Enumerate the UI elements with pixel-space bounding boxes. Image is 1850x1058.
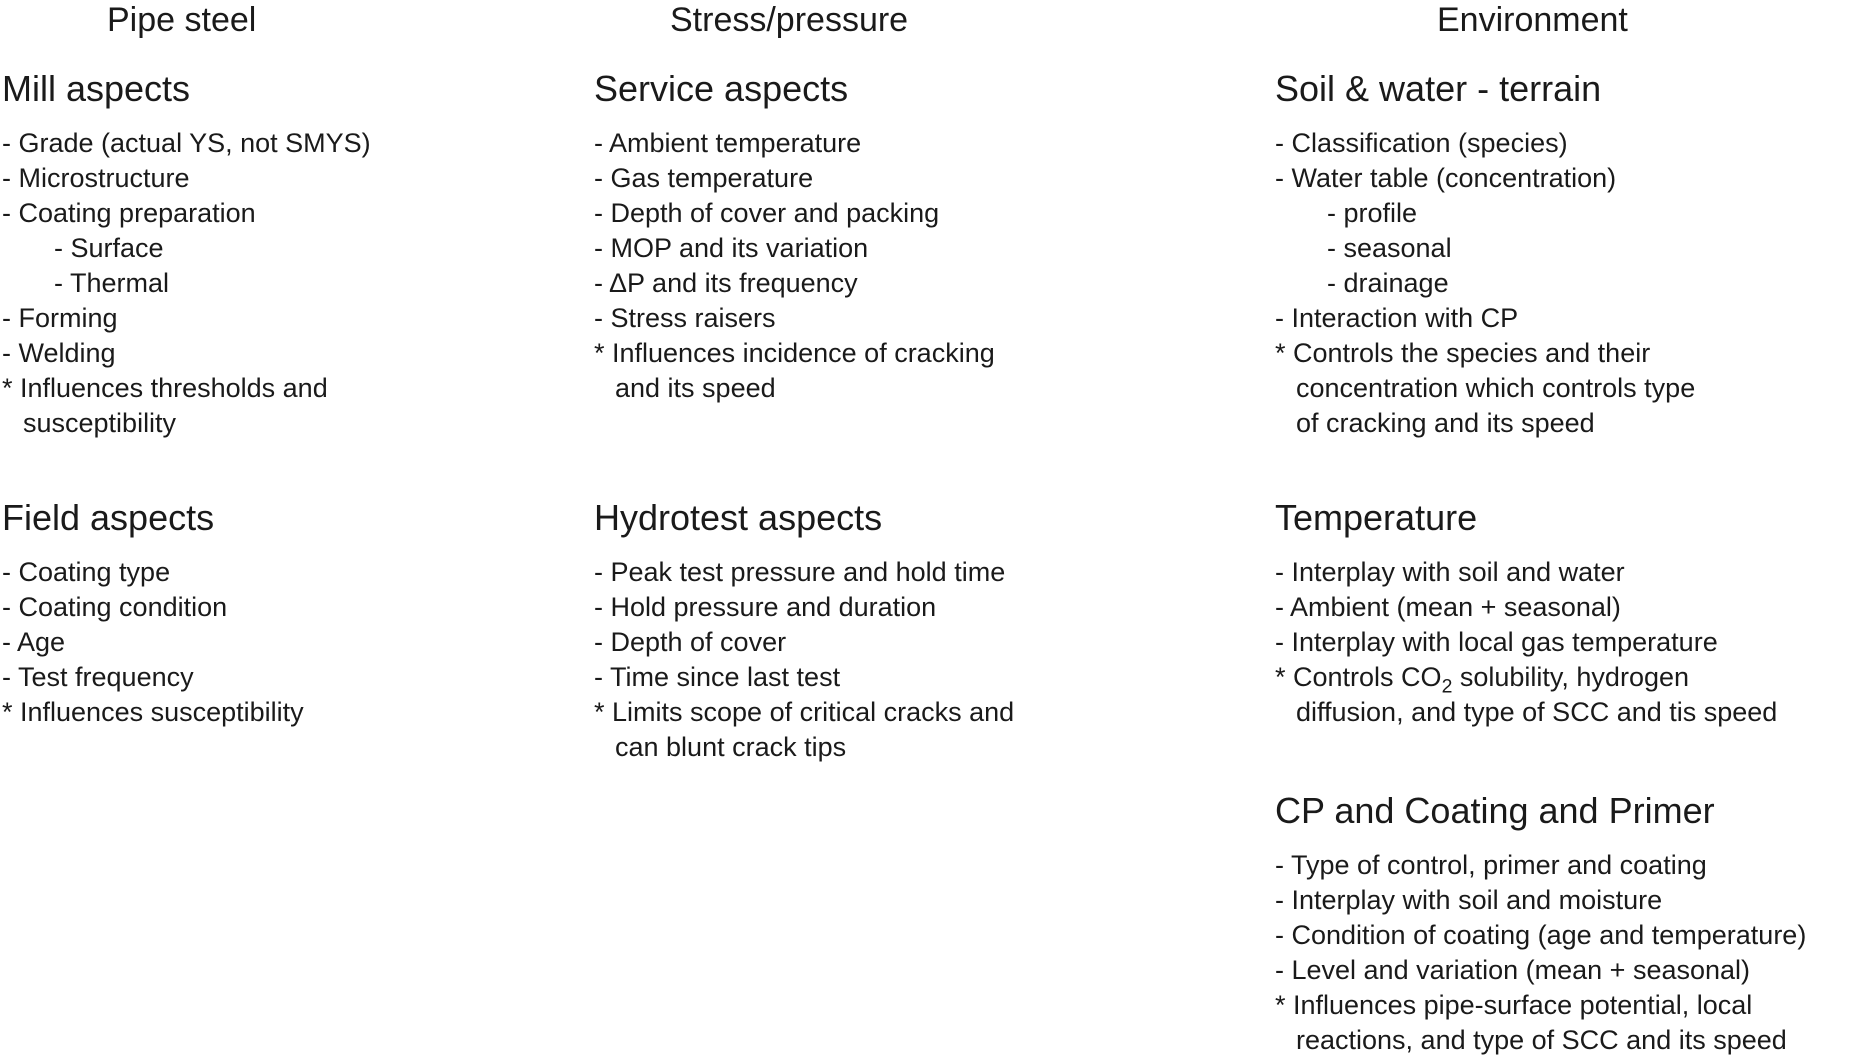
note-line: * Limits scope of critical cracks and bbox=[594, 697, 1015, 727]
note-line: can blunt crack tips bbox=[615, 732, 847, 762]
item-list bbox=[1275, 555, 1777, 730]
list-item: - Condition of coating (age and temperature) bbox=[1275, 920, 1807, 950]
list-item: - MOP and its variation bbox=[594, 233, 869, 263]
note-item bbox=[594, 336, 995, 406]
list-subitem: - Surface bbox=[54, 233, 164, 263]
list-item: - Classification (species) bbox=[1275, 128, 1568, 158]
section-heading: Soil & water - terrain bbox=[1275, 68, 1602, 109]
list-item: - Level and variation (mean + seasonal) bbox=[1275, 955, 1751, 985]
service-aspects-section bbox=[594, 68, 995, 406]
item-list bbox=[594, 126, 995, 406]
note-item bbox=[1275, 336, 1695, 441]
list-item: - Hold pressure and duration bbox=[594, 592, 937, 622]
section-heading: CP and Coating and Primer bbox=[1275, 790, 1715, 831]
list-item: - Ambient temperature bbox=[594, 128, 862, 158]
note-text: solubility, hydrogen bbox=[1452, 662, 1690, 692]
list-item: - Forming bbox=[2, 303, 118, 333]
note-line: * Controls the species and their bbox=[1275, 338, 1651, 368]
field-aspects-section bbox=[2, 497, 304, 730]
list-item: - Depth of cover and packing bbox=[594, 198, 940, 228]
list-item: - Interplay with soil and moisture bbox=[1275, 885, 1663, 915]
note-item bbox=[1275, 988, 1806, 1058]
list-subitem: - Thermal bbox=[54, 268, 170, 298]
note-line: of cracking and its speed bbox=[1296, 408, 1595, 438]
note-item bbox=[2, 695, 304, 730]
list-item: - Age bbox=[2, 627, 66, 657]
list-item: - Interaction with CP bbox=[1275, 303, 1519, 333]
cp-coating-primer-section bbox=[1275, 790, 1806, 1058]
list-item: - Gas temperature bbox=[594, 163, 814, 193]
note-line: susceptibility bbox=[23, 408, 177, 438]
section-heading: Mill aspects bbox=[2, 68, 191, 109]
note-line: * Influences pipe-surface potential, local bbox=[1275, 990, 1753, 1020]
note-line: * Influences incidence of cracking bbox=[594, 338, 995, 368]
list-item: - Welding bbox=[2, 338, 116, 368]
note-line: and its speed bbox=[615, 373, 776, 403]
item-list bbox=[2, 555, 304, 730]
list-item: - Stress raisers bbox=[594, 303, 776, 333]
column-title-environment: Environment bbox=[1437, 1, 1628, 39]
note-text: * Controls CO bbox=[1275, 662, 1442, 692]
list-item: - Test frequency bbox=[2, 662, 194, 692]
list-item: - Interplay with local gas temperature bbox=[1275, 627, 1718, 657]
item-list bbox=[594, 555, 1014, 765]
hydrotest-aspects-section bbox=[594, 497, 1014, 765]
list-item: - Microstructure bbox=[2, 163, 190, 193]
soil-water-section bbox=[1275, 68, 1695, 441]
mill-aspects-section bbox=[2, 68, 371, 441]
section-heading: Service aspects bbox=[594, 68, 849, 109]
list-item: - Interplay with soil and water bbox=[1275, 557, 1625, 587]
list-item: - Ambient (mean + seasonal) bbox=[1275, 592, 1621, 622]
list-item: - Time since last test bbox=[594, 662, 841, 692]
list-item: - ΔP and its frequency bbox=[594, 268, 858, 298]
note-line: * Influences susceptibility bbox=[2, 697, 304, 727]
note-item bbox=[1275, 660, 1777, 730]
note-line: concentration which controls type bbox=[1296, 373, 1696, 403]
note-line: diffusion, and type of SCC and tis speed bbox=[1296, 697, 1778, 727]
subscript: 2 bbox=[1441, 675, 1453, 698]
note-item bbox=[594, 695, 1014, 765]
list-subitem: - seasonal bbox=[1327, 233, 1452, 263]
list-item: - Grade (actual YS, not SMYS) bbox=[2, 128, 371, 158]
section-heading: Temperature bbox=[1275, 497, 1478, 538]
temperature-section bbox=[1275, 497, 1777, 730]
list-subitem: - drainage bbox=[1327, 268, 1449, 298]
list-item: - Coating type bbox=[2, 557, 171, 587]
note-item bbox=[2, 371, 371, 441]
item-list bbox=[2, 126, 371, 441]
list-item: - Depth of cover bbox=[594, 627, 787, 657]
item-list bbox=[1275, 126, 1695, 441]
column-title-pipe-steel: Pipe steel bbox=[107, 1, 257, 39]
list-subitem: - profile bbox=[1327, 198, 1418, 228]
list-item: - Coating condition bbox=[2, 592, 228, 622]
item-list bbox=[1275, 848, 1806, 1058]
section-heading: Field aspects bbox=[2, 497, 215, 538]
note-line: reactions, and type of SCC and its speed bbox=[1296, 1025, 1787, 1055]
note-line: * Influences thresholds and bbox=[2, 373, 328, 403]
note-line bbox=[1275, 662, 1690, 698]
section-heading: Hydrotest aspects bbox=[594, 497, 883, 538]
list-item: - Water table (concentration) bbox=[1275, 163, 1617, 193]
list-item: - Coating preparation bbox=[2, 198, 256, 228]
list-item: - Peak test pressure and hold time bbox=[594, 557, 1006, 587]
column-title-stress-pressure: Stress/pressure bbox=[670, 1, 909, 39]
list-item: - Type of control, primer and coating bbox=[1275, 850, 1707, 880]
